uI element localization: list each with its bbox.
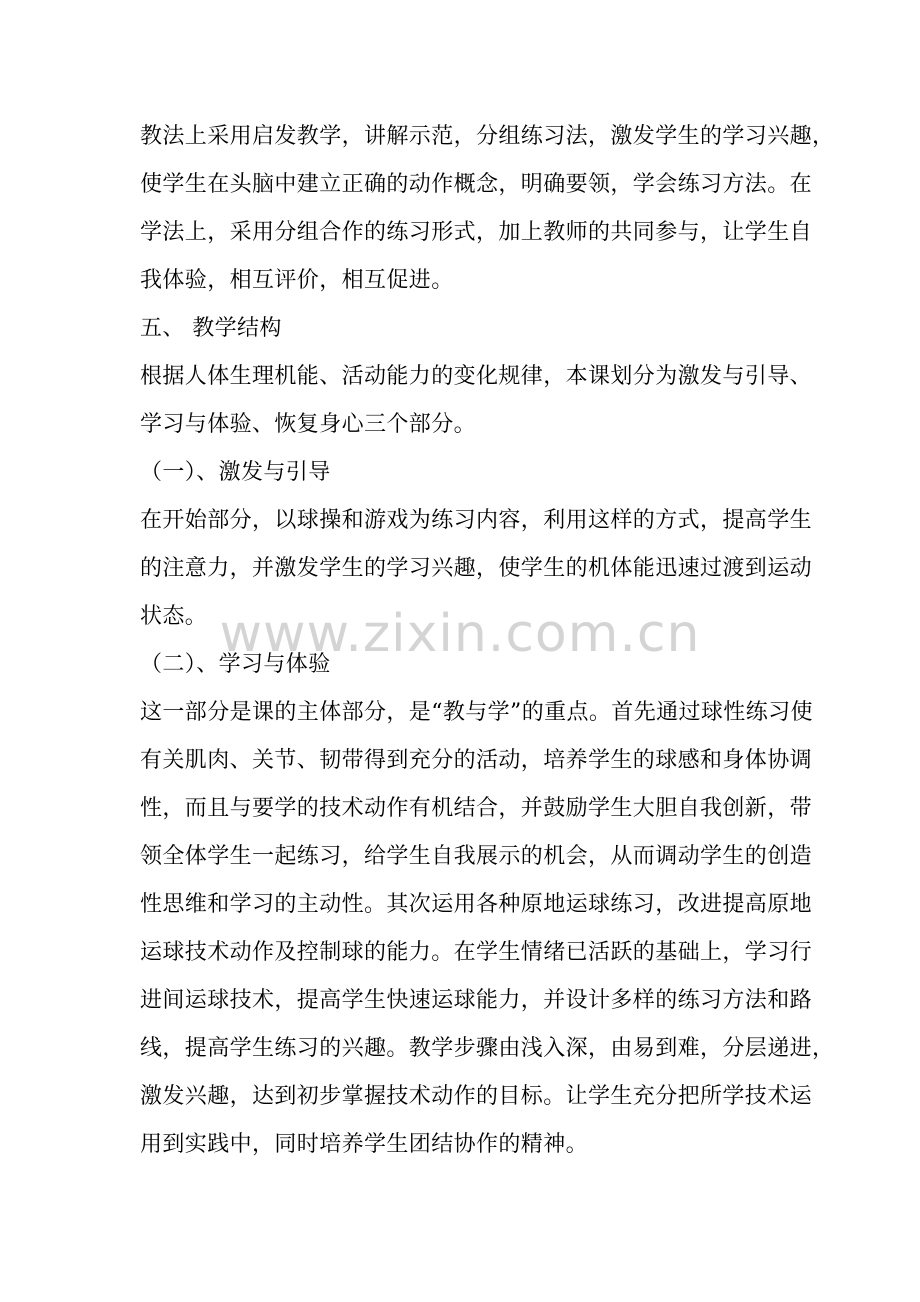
paragraph-line: 线，提高学生练习的兴趣。教学步骤由浅入深，由易到难，分层递进， bbox=[140, 1036, 835, 1061]
paragraph-line: 进间运球技术，提高学生快速运球能力，并设计多样的练习方法和路 bbox=[140, 988, 813, 1013]
paragraph-line: 学法上，采用分组合作的练习形式，加上教师的共同参与，让学生自 bbox=[140, 220, 813, 245]
paragraph-line: 领全体学生一起练习，给学生自我展示的机会，从而调动学生的创造 bbox=[140, 844, 813, 869]
section-heading: 五、 教学结构 bbox=[140, 316, 282, 341]
paragraph-line: 这一部分是课的主体部分，是“教与学”的重点。首先通过球性练习使 bbox=[140, 700, 813, 725]
subsection-heading: （二）、学习与体验 bbox=[140, 652, 331, 677]
paragraph-line: 学习与体验、恢复身心三个部分。 bbox=[140, 412, 477, 437]
paragraph-line: 的注意力，并激发学生的学习兴趣，使学生的机体能迅速过渡到运动 bbox=[140, 556, 813, 581]
watermark: www.zixin.com.cn bbox=[219, 604, 701, 664]
paragraph-line: 在开始部分，以球操和游戏为练习内容，利用这样的方式，提高学生 bbox=[140, 508, 813, 533]
paragraph-line: 激发兴趣，达到初步掌握技术动作的目标。让学生充分把所学技术运 bbox=[140, 1084, 813, 1109]
paragraph-line: 状态。 bbox=[140, 604, 208, 629]
paragraph-line: 根据人体生理机能、活动能力的变化规律，本课划分为激发与引导、 bbox=[140, 364, 813, 389]
paragraph-line: 有关肌肉、关节、韧带得到充分的活动，培养学生的球感和身体协调 bbox=[140, 748, 813, 773]
paragraph-line: 教法上采用启发教学，讲解示范，分组练习法，激发学生的学习兴趣， bbox=[140, 124, 835, 149]
paragraph-line: 性，而且与要学的技术动作有机结合，并鼓励学生大胆自我创新，带 bbox=[140, 796, 813, 821]
subsection-heading: （一）、激发与引导 bbox=[140, 460, 331, 485]
paragraph-line: 我体验，相互评价，相互促进。 bbox=[140, 268, 454, 293]
paragraph-line: 用到实践中，同时培养学生团结协作的精神。 bbox=[140, 1132, 589, 1157]
paragraph-line: 性思维和学习的主动性。其次运用各种原地运球练习，改进提高原地 bbox=[140, 892, 813, 917]
paragraph-line: 使学生在头脑中建立正确的动作概念，明确要领，学会练习方法。在 bbox=[140, 172, 813, 197]
paragraph-line: 运球技术动作及控制球的能力。在学生情绪已活跃的基础上，学习行 bbox=[140, 940, 813, 965]
